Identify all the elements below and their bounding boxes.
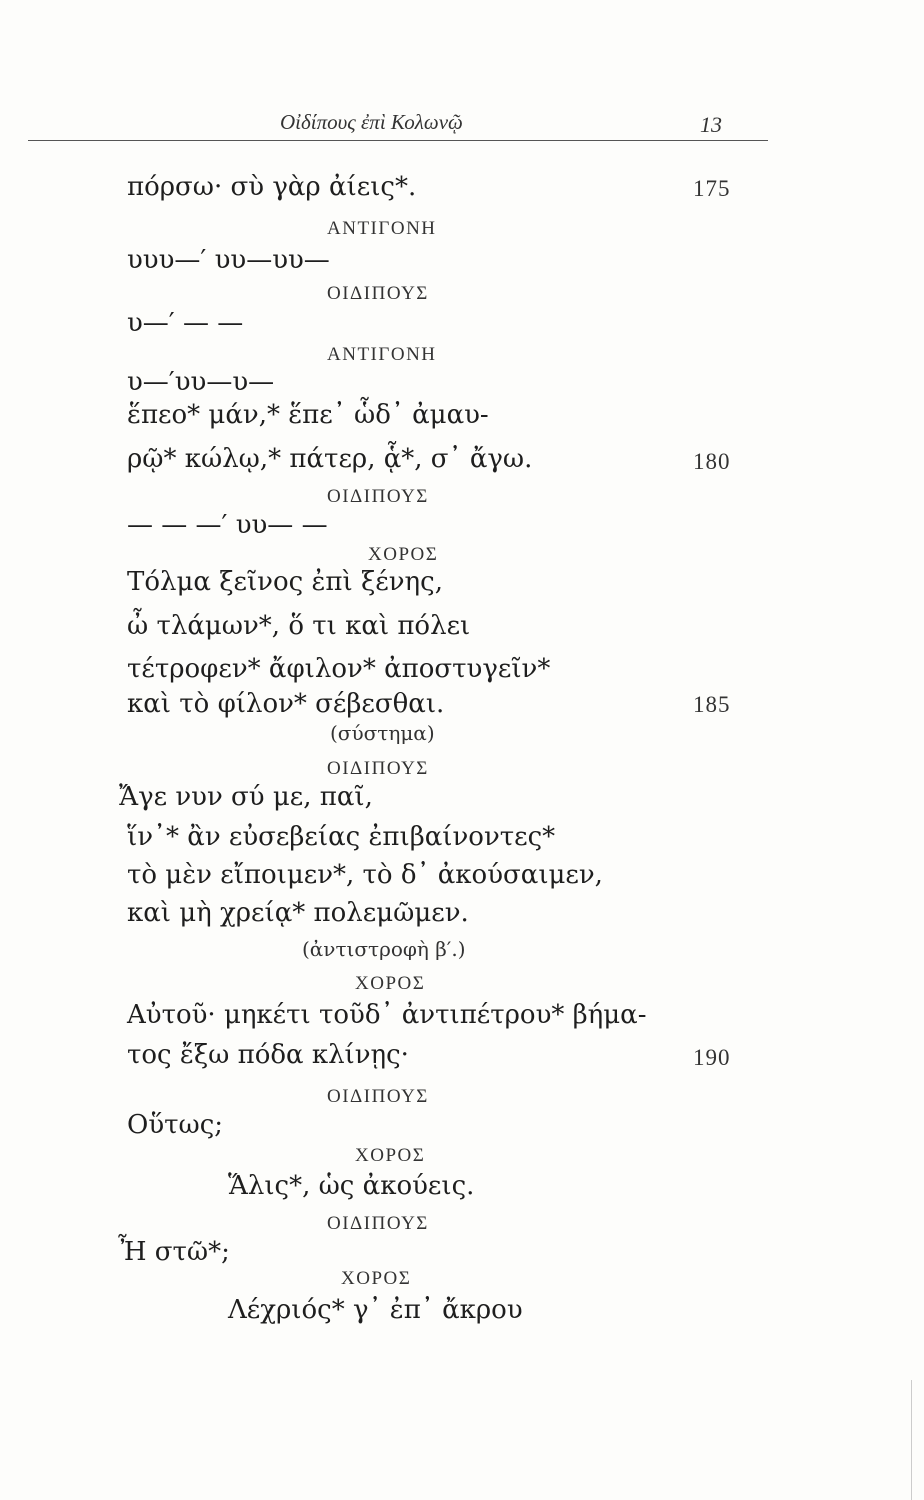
verse-line: ἵν᾽* ἂν εὐσεβείας ἐπιβαίνοντες* bbox=[127, 822, 556, 852]
meter-note: (σύστημα) bbox=[330, 721, 435, 745]
speaker-label: ΧΟΡΟΣ bbox=[341, 1268, 412, 1289]
speaker-label: ΑΝΤΙΓΟΝΗ bbox=[327, 344, 437, 365]
speaker-label: ΟΙΔΙΠΟΥΣ bbox=[327, 1086, 429, 1107]
verse-line: Αὐτοῦ· μηκέτι τοῦδ᾽ ἀντιπέτρου* βήμα- bbox=[127, 1000, 647, 1030]
metrical-notation: υ—′υυ—υ— bbox=[127, 367, 275, 397]
line-number: 175 bbox=[693, 176, 731, 201]
running-header-title: Οἰδίπους ἐπὶ Κολωνῷ bbox=[280, 110, 463, 134]
speaker-label: ΟΙΔΙΠΟΥΣ bbox=[327, 1213, 429, 1234]
metrical-notation: υυυ—′ υυ—υυ— bbox=[127, 245, 330, 275]
verse-line: Οὕτως; bbox=[127, 1110, 224, 1140]
meter-note: (ἀντιστροφὴ β′.) bbox=[302, 937, 466, 961]
header-rule bbox=[28, 140, 768, 141]
verse-line: ρῷ* κώλῳ,* πάτερ, ᾇ*, σ᾽ ἄγω. bbox=[127, 444, 533, 474]
verse-line: τὸ μὲν εἴποιμεν*, τὸ δ᾽ ἀκούσαιμεν, bbox=[127, 860, 603, 890]
speaker-label: ΟΙΔΙΠΟΥΣ bbox=[327, 486, 429, 507]
line-number: 180 bbox=[693, 449, 731, 474]
verse-line: ἕπεο* μάν,* ἕπε᾽ ὧδ᾽ ἀμαυ- bbox=[127, 400, 489, 430]
verse-line: πόρσω· σὺ γὰρ ἀίεις*. bbox=[127, 172, 417, 202]
verse-line: καὶ μὴ χρείᾳ* πολεμῶμεν. bbox=[127, 898, 469, 928]
speaker-label: ΟΙΔΙΠΟΥΣ bbox=[327, 283, 429, 304]
verse-line: τος ἔξω πόδα κλίνῃς· bbox=[127, 1040, 409, 1070]
speaker-label: ΧΟΡΟΣ bbox=[355, 973, 426, 994]
verse-line: ὦ τλάμων*, ὅ τι καὶ πόλει bbox=[127, 611, 471, 641]
speaker-label: ΟΙΔΙΠΟΥΣ bbox=[327, 758, 429, 779]
verse-line: Ἅλις*, ὡς ἀκούεις. bbox=[228, 1171, 475, 1201]
verse-line: Ἄγε νυν σύ με, παῖ, bbox=[119, 782, 373, 812]
metrical-notation: — — —′ υυ— — bbox=[127, 510, 328, 540]
verse-line: Λέχριός* γ᾽ ἐπ᾽ ἄκρου bbox=[228, 1295, 523, 1325]
verse-line: τέτροφεν* ἄφιλον* ἀποστυγεῖν* bbox=[127, 654, 551, 684]
metrical-notation: υ—′ — — bbox=[127, 308, 244, 338]
page-edge bbox=[911, 1380, 924, 1500]
speaker-label: ΧΟΡΟΣ bbox=[368, 544, 439, 565]
verse-line: Τόλμα ξεῖνος ἐπὶ ξένης, bbox=[127, 567, 443, 597]
verse-line: Ἦ στῶ*; bbox=[118, 1237, 230, 1267]
line-number: 190 bbox=[693, 1045, 731, 1070]
line-number: 185 bbox=[693, 692, 731, 717]
page-number: 13 bbox=[700, 112, 722, 137]
speaker-label: ΑΝΤΙΓΟΝΗ bbox=[327, 218, 437, 239]
speaker-label: ΧΟΡΟΣ bbox=[355, 1145, 426, 1166]
verse-line: καὶ τὸ φίλον* σέβεσθαι. bbox=[127, 689, 445, 719]
